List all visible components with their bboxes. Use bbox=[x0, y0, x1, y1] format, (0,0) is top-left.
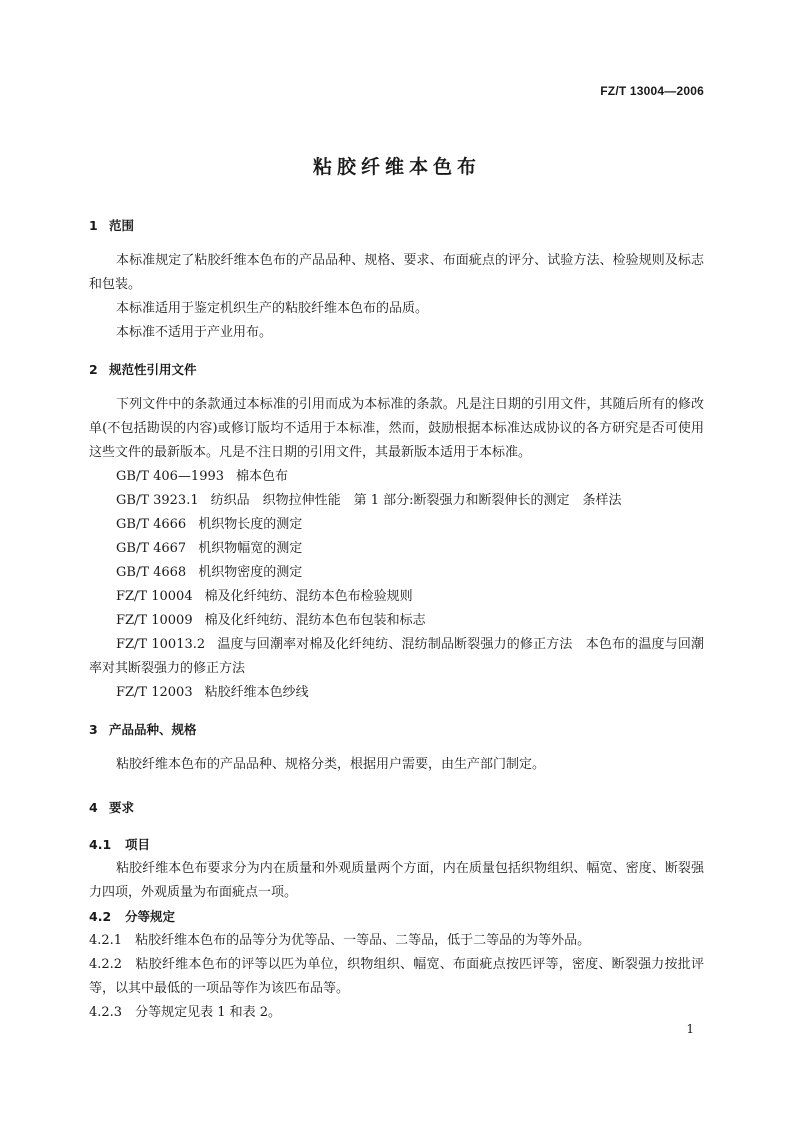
reference-code: GB/T 4668 bbox=[116, 565, 187, 580]
reference-title: 机织物幅宽的测定 bbox=[198, 541, 303, 556]
clause-number: 4.2.3 bbox=[89, 1005, 123, 1020]
subsection-number: 4.1 bbox=[89, 837, 112, 852]
section-number: 2 bbox=[89, 362, 98, 377]
subsection-number: 4.2 bbox=[89, 909, 112, 924]
subsection-title: 项目 bbox=[125, 837, 151, 852]
reference-item bbox=[89, 609, 704, 633]
scope-paragraph-2: 本标准适用于鉴定机织生产的粘胶纤维本色布的品质。 bbox=[116, 301, 429, 316]
subsection-title: 分等规定 bbox=[125, 909, 176, 924]
reference-item bbox=[89, 585, 704, 609]
document-body bbox=[89, 214, 704, 1025]
section-number: 1 bbox=[89, 218, 98, 233]
reference-code: FZ/T 10013.2 bbox=[116, 637, 206, 652]
reference-title: 机织物长度的测定 bbox=[198, 517, 303, 532]
subsection-4-1-heading bbox=[89, 833, 704, 857]
scope-paragraph-3: 本标准不适用于产业用布。 bbox=[116, 325, 273, 340]
section-number: 4 bbox=[89, 800, 98, 815]
reference-code: FZ/T 10009 bbox=[116, 613, 193, 628]
reference-item bbox=[89, 537, 704, 561]
subsection-4-2-heading bbox=[89, 905, 704, 929]
section-number: 3 bbox=[89, 722, 98, 737]
clause-4-2-3 bbox=[89, 1001, 704, 1025]
reference-code: GB/T 4667 bbox=[116, 541, 187, 556]
reference-item bbox=[89, 681, 704, 705]
reference-title: 棉及化纤纯纺、混纺本色布检验规则 bbox=[204, 589, 413, 604]
reference-title: 棉及化纤纯纺、混纺本色布包装和标志 bbox=[204, 613, 426, 628]
references-intro: 下列文件中的条款通过本标准的引用而成为本标准的条款。凡是注日期的引用文件，其随后所有的修改单(不包括勘误的内容)或修订版均不适用于本标准，然而，鼓励根据本标准达成协议的各方研究是否可使用这些文件的最新版本。凡是不注日期的引用文件，其最新版本适用于本标准。 bbox=[89, 397, 704, 460]
reference-title: 棉本色布 bbox=[236, 469, 289, 484]
reference-item bbox=[89, 513, 704, 537]
standard-number: FZ/T 13004—2006 bbox=[600, 84, 704, 98]
reference-code: GB/T 406—1993 bbox=[116, 469, 225, 484]
section-3-heading bbox=[89, 718, 704, 742]
clause-4-2-2 bbox=[89, 953, 704, 1001]
product-spec-paragraph: 粘胶纤维本色布的产品品种、规格分类，根据用户需要，由生产部门制定。 bbox=[116, 757, 546, 772]
section-4-heading bbox=[89, 796, 704, 820]
page-number: 1 bbox=[686, 1022, 694, 1036]
reference-item bbox=[89, 561, 704, 585]
clause-text: 粘胶纤维本色布的评等以匹为单位，织物组织、幅宽、布面疵点按匹评等，密度、断裂强力按批评等，以其中最低的一项品等作为该匹布品等。 bbox=[89, 957, 704, 996]
reference-code: FZ/T 12003 bbox=[116, 685, 193, 700]
reference-item bbox=[89, 633, 704, 681]
clause-text: 粘胶纤维本色布的品等分为优等品、一等品、二等品，低于二等品的为等外品。 bbox=[135, 933, 591, 948]
reference-title: 温度与回潮率对棉及化纤纯纺、混纺制品断裂强力的修正方法 本色布的温度与回潮率对其断裂强力的修正方法 bbox=[89, 637, 704, 676]
section-title: 规范性引用文件 bbox=[109, 362, 197, 377]
section-2-heading bbox=[89, 358, 704, 382]
clause-text: 分等规定见表 1 和表 2。 bbox=[135, 1005, 282, 1020]
section-title: 范围 bbox=[109, 218, 135, 233]
reference-code: GB/T 4666 bbox=[116, 517, 187, 532]
document-title: 粘胶纤维本色布 bbox=[312, 156, 481, 178]
reference-item bbox=[89, 489, 704, 513]
reference-item bbox=[89, 465, 704, 489]
clause-4-2-1 bbox=[89, 929, 704, 953]
section-title: 产品品种、规格 bbox=[109, 722, 197, 737]
reference-title: 机织物密度的测定 bbox=[198, 565, 303, 580]
section-title: 要求 bbox=[109, 800, 135, 815]
clause-number: 4.2.1 bbox=[89, 933, 123, 948]
requirements-items-paragraph: 粘胶纤维本色布要求分为内在质量和外观质量两个方面，内在质量包括织物组织、幅宽、密度、断裂强力四项，外观质量为布面疵点一项。 bbox=[89, 861, 704, 900]
reference-title: 纺织品 织物拉伸性能 第 1 部分:断裂强力和断裂伸长的测定 条样法 bbox=[210, 493, 622, 508]
section-1-heading bbox=[89, 214, 704, 238]
reference-code: GB/T 3923.1 bbox=[116, 493, 199, 508]
scope-paragraph-1: 本标准规定了粘胶纤维本色布的产品品种、规格、要求、布面疵点的评分、试验方法、检验规则及标志和包装。 bbox=[89, 253, 704, 292]
clause-number: 4.2.2 bbox=[89, 957, 123, 972]
reference-code: FZ/T 10004 bbox=[116, 589, 193, 604]
reference-title: 粘胶纤维本色纱线 bbox=[204, 685, 309, 700]
